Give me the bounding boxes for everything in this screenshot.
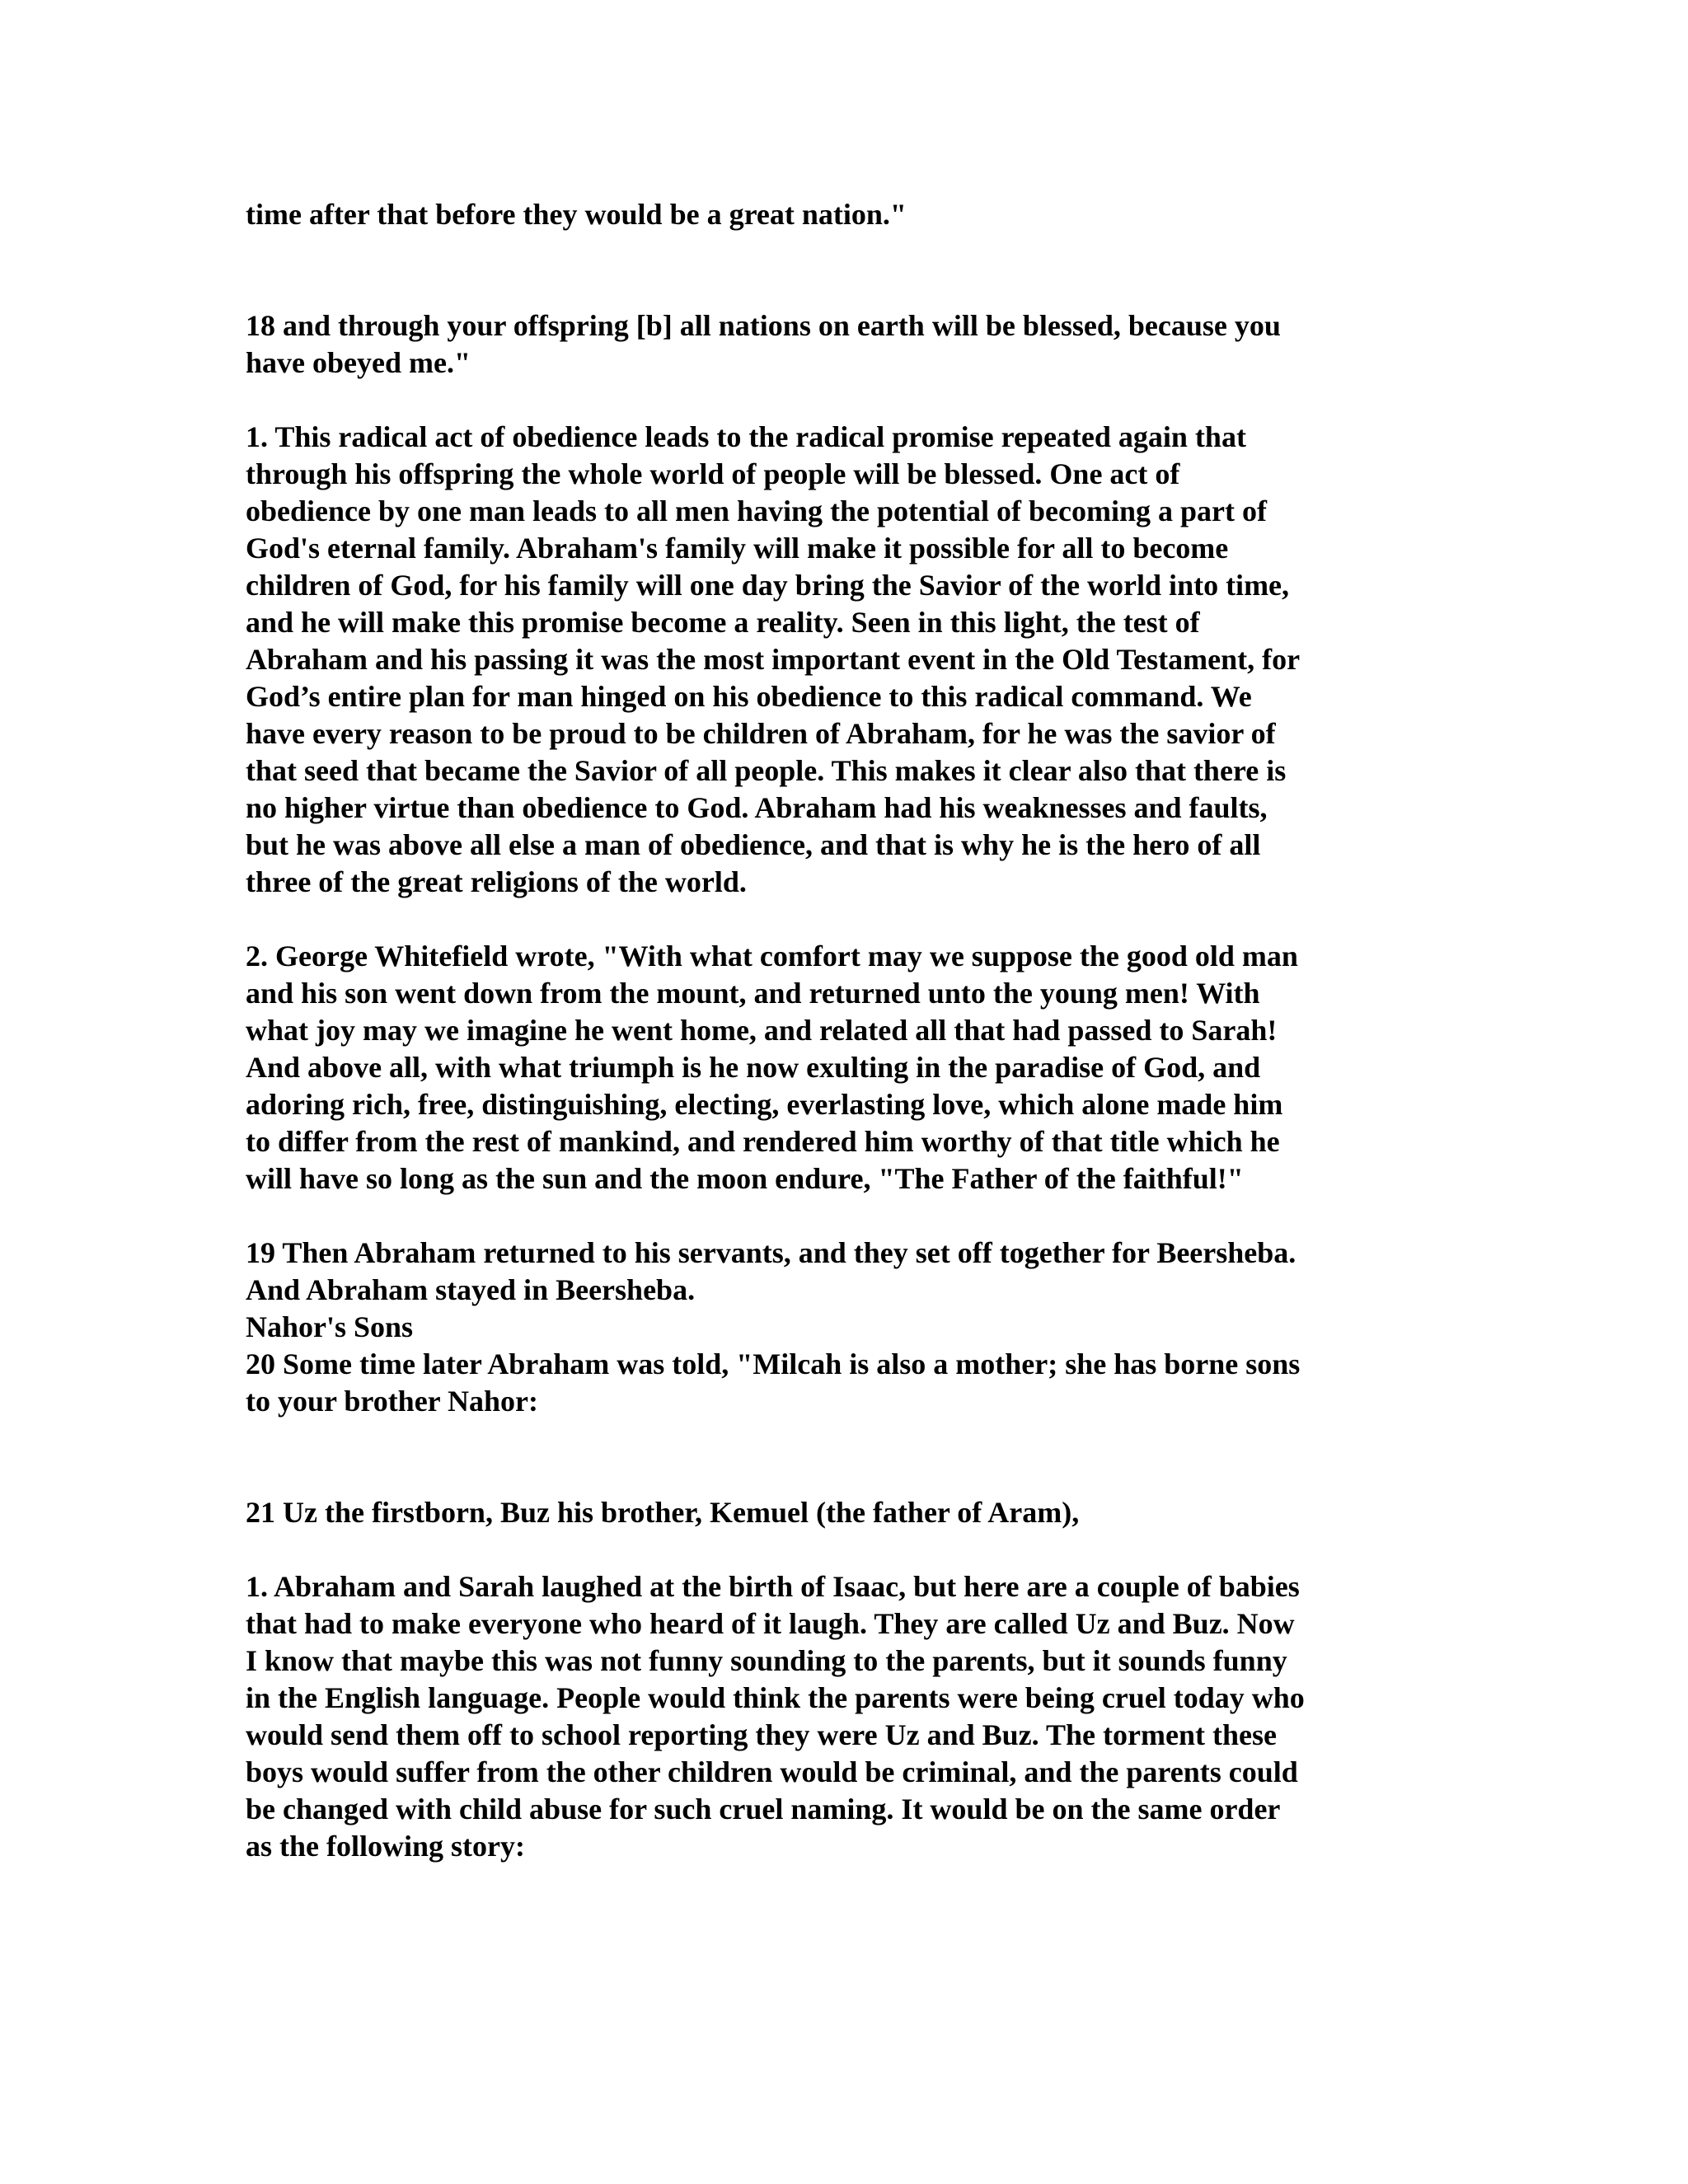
- section-heading: Nahor's Sons: [246, 1310, 414, 1343]
- commentary-obedience: 1. This radical act of obedience leads to the radical promise repeated again that through his offspring the whole world of people will be blessed. One act of obedience by one man leads to all men having the potential of becoming a part of God's eternal family. Abraham's family will make it possible for all to become children of God, for his family will one day bring the Savior of the world into time, and he will make this promise become a reality. Seen in this light, the test of Abraham and his passing it was the most important event in the Old Testament, for God’s entire plan for man hinged on his obedience to this radical command. We have every reason to be proud to be children of Abraham, for he was the savior of that seed that became the Savior of all people. This makes it clear also that there is no higher virtue than obedience to God. Abraham had his weaknesses and faults, but he was above all else a man of obedience, and that is why he is the hero of all three of the great religions of the world.: [246, 420, 1301, 898]
- verse-19: 19 Then Abraham returned to his servants, and they set off together for Beersheba. And Abraham stayed in Beersheba.: [246, 1236, 1296, 1306]
- paragraph-nation-ending: time after that before they would be a great nation.": [246, 198, 907, 231]
- document-page: [246, 196, 1449, 1865]
- verse-18: 18 and through your offspring [b] all nations on earth will be blessed, because you have obeyed me.": [246, 309, 1281, 379]
- verse-21: 21 Uz the firstborn, Buz his brother, Kemuel (the father of Aram),: [246, 1496, 1080, 1529]
- commentary-uz-and-buz: 1. Abraham and Sarah laughed at the birth of Isaac, but here are a couple of babies that had to make everyone who heard of it laugh. They are called Uz and Buz. Now I know that maybe this was not funny sounding to the parents, but it sounds funny in the English language. People would think the parents were being cruel today who would send them off to school reporting they were Uz and Buz. The torment these boys would suffer from the other children would be criminal, and the parents could be changed with child abuse for such cruel naming. It would be on the same order as the following story:: [246, 1570, 1305, 1863]
- commentary-whitefield-quote: 2. George Whitefield wrote, "With what comfort may we suppose the good old man and his son went down from the mount, and returned unto the young men! With what joy may we imagine he went home, and related all that had passed to Sarah! And above all, with what triumph is he now exulting in the paradise of God, and adoring rich, free, distinguishing, electing, everlasting love, which alone made him to differ from the rest of mankind, and rendered him worthy of that title which he will have so long as the sun and the moon endure, "The Father of the faithful!": [246, 940, 1298, 1195]
- verse-20: 20 Some time later Abraham was told, "Milcah is also a mother; she has borne sons to your brother Nahor:: [246, 1347, 1301, 1418]
